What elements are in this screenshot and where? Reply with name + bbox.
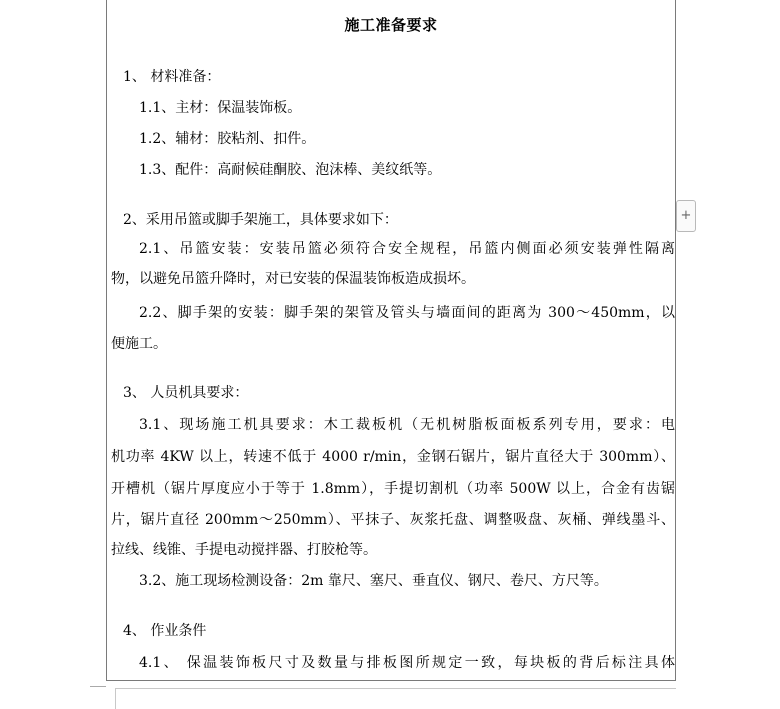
next-page-edge xyxy=(115,688,676,709)
document-page xyxy=(106,0,676,681)
item-3-2: 3.2、施工现场检测设备：2m 靠尺、塞尺、垂直仪、钢尺、卷尺、方尺等。 xyxy=(139,573,608,589)
item-3-1-line-4: 片，锯片直径 200mm～250mm）、平抹子、灰浆托盘、调整吸盘、灰桶、弹线墨斗、 xyxy=(111,512,675,528)
item-2-2-line-1: 2.2、脚手架的安装：脚手架的架管及管头与墙面间的距离为 300～450mm，以 xyxy=(139,305,675,321)
document-title: 施工准备要求 xyxy=(344,16,438,34)
item-4-1-line-1: 4.1、 保温装饰板尺寸及数量与排板图所规定一致，每块板的背后标注具体 xyxy=(139,655,675,671)
item-2-2-line-2: 便施工。 xyxy=(111,336,167,352)
item-1-2: 1.2、辅材：胶粘剂、扣件。 xyxy=(139,131,316,147)
section-1-heading: 1、 材料准备： xyxy=(123,69,221,85)
item-1-1: 1.1、主材：保温装饰板。 xyxy=(139,100,302,116)
item-3-1-line-2: 机功率 4KW 以上，转速不低于 4000 r/min，金钢石锯片，锯片直径大于 300mm）、 xyxy=(111,449,675,465)
section-3-heading: 3、 人员机具要求： xyxy=(123,385,249,401)
item-2-1-line-2: 物，以避免吊篮升降时，对已安装的保温装饰板造成损坏。 xyxy=(111,271,475,287)
expand-button[interactable]: + xyxy=(676,200,696,232)
page-corner-mark xyxy=(90,686,106,687)
section-2-heading: 2、采用吊篮或脚手架施工，具体要求如下： xyxy=(123,212,398,228)
item-3-1-line-1: 3.1、现场施工机具要求：木工裁板机（无机树脂板面板系列专用，要求：电 xyxy=(139,417,675,433)
section-4-heading: 4、 作业条件 xyxy=(123,623,207,639)
item-1-3: 1.3、配件：高耐候硅酮胶、泡沫棒、美纹纸等。 xyxy=(139,162,442,178)
item-3-1-line-5: 拉线、线锥、手提电动搅拌器、打胶枪等。 xyxy=(111,542,377,558)
item-3-1-line-3: 开槽机（锯片厚度应小于等于 1.8mm），手提切割机（功率 500W 以上，合金有齿锯 xyxy=(111,481,675,497)
item-2-1-line-1: 2.1、吊篮安装：安装吊篮必须符合安全规程，吊篮内侧面必须安装弹性隔离 xyxy=(139,241,675,257)
